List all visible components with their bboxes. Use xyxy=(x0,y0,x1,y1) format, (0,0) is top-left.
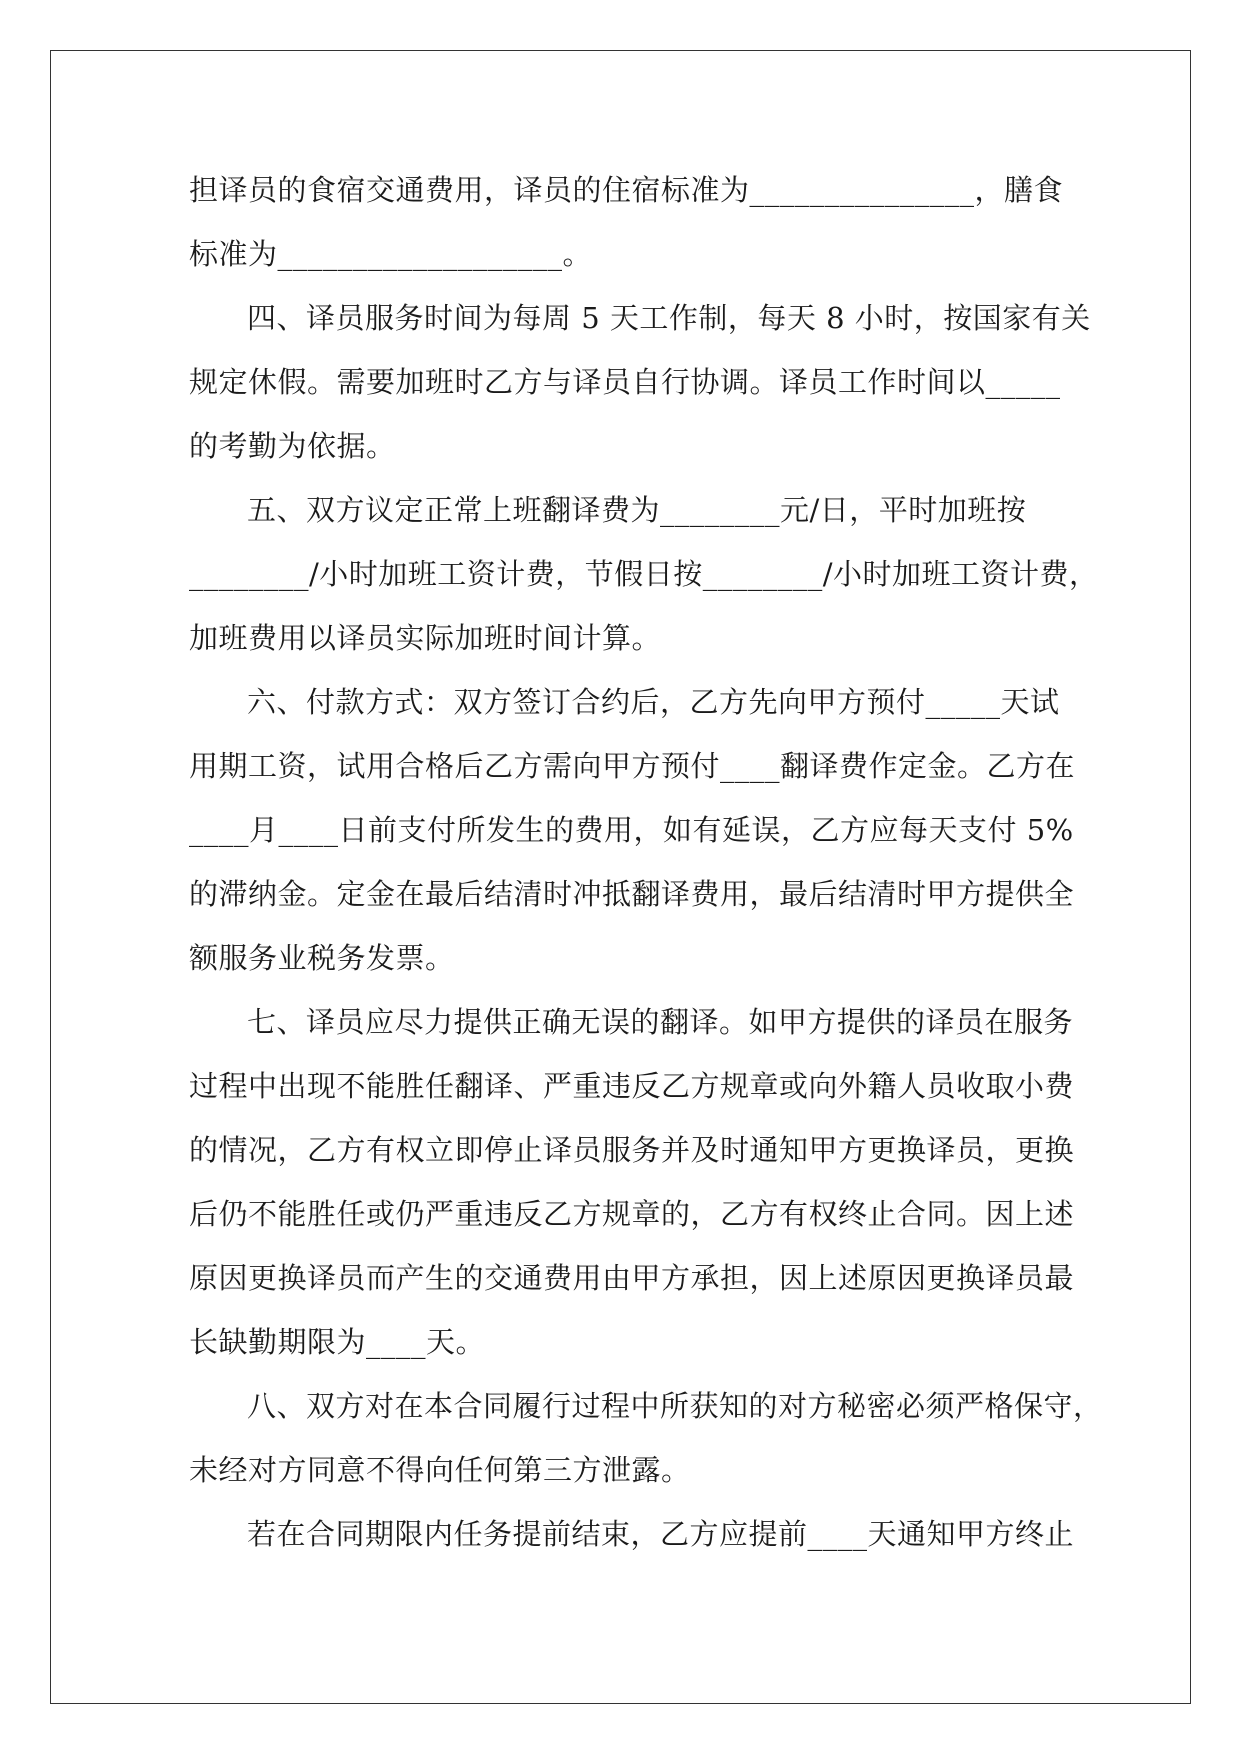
text-line: 额服务业税务发票。 xyxy=(189,941,455,975)
document-body xyxy=(189,158,1103,1566)
paragraph-clause-7-translation-quality xyxy=(189,990,1075,1374)
text-line: 五、双方议定正常上班翻译费为________元/日，平时加班按 xyxy=(247,493,1027,527)
text-line: ____月____日前支付所发生的费用，如有延误，乙方应每天支付 5% xyxy=(189,813,1074,847)
paragraph-clause-6-payment xyxy=(189,670,1076,990)
text-line: 若在合同期限内任务提前结束，乙方应提前____天通知甲方终止 xyxy=(247,1517,1075,1551)
text-line: 四、译员服务时间为每周 5 天工作制，每天 8 小时，按国家有关 xyxy=(247,301,1091,335)
text-line: 加班费用以译员实际加班时间计算。 xyxy=(189,621,662,655)
text-line: 长缺勤期限为____天。 xyxy=(189,1325,486,1359)
text-line: 后仍不能胜任或仍严重违反乙方规章的，乙方有权终止合同。因上述 xyxy=(189,1197,1075,1231)
text-line: 原因更换译员而产生的交通费用由甲方承担，因上述原因更换译员最 xyxy=(189,1261,1075,1295)
text-line: 八、双方对在本合同履行过程中所获知的对方秘密必须严格保守， xyxy=(247,1389,1103,1423)
paragraph-clause-4-working-hours xyxy=(189,286,1091,478)
text-line: 规定休假。需要加班时乙方与译员自行协调。译员工作时间以_____ xyxy=(189,365,1061,399)
text-line: 标准为___________________。 xyxy=(189,237,593,271)
text-line: 的考勤为依据。 xyxy=(189,429,396,463)
text-line: 六、付款方式：双方签订合约后，乙方先向甲方预付_____天试 xyxy=(247,685,1060,719)
paragraph-clause-5-fees xyxy=(189,478,1099,670)
text-line: 用期工资，试用合格后乙方需向甲方预付____翻译费作定金。乙方在 xyxy=(189,749,1076,783)
paragraph-early-termination xyxy=(189,1502,1075,1566)
text-line: 的滞纳金。定金在最后结清时冲抵翻译费用，最后结清时甲方提供全 xyxy=(189,877,1075,911)
text-line: 担译员的食宿交通费用，译员的住宿标准为_______________，膳食 xyxy=(189,173,1064,207)
text-line: 七、译员应尽力提供正确无误的翻译。如甲方提供的译员在服务 xyxy=(247,1005,1074,1039)
text-line: 未经对方同意不得向任何第三方泄露。 xyxy=(189,1453,691,1487)
text-line: 过程中出现不能胜任翻译、严重违反乙方规章或向外籍人员收取小费 xyxy=(189,1069,1075,1103)
text-line: ________/小时加班工资计费，节假日按________/小时加班工资计费， xyxy=(189,557,1099,591)
paragraph-clause-8-confidentiality xyxy=(189,1374,1103,1502)
text-line: 的情况，乙方有权立即停止译员服务并及时通知甲方更换译员，更换 xyxy=(189,1133,1075,1167)
paragraph-accommodation xyxy=(189,158,1064,286)
